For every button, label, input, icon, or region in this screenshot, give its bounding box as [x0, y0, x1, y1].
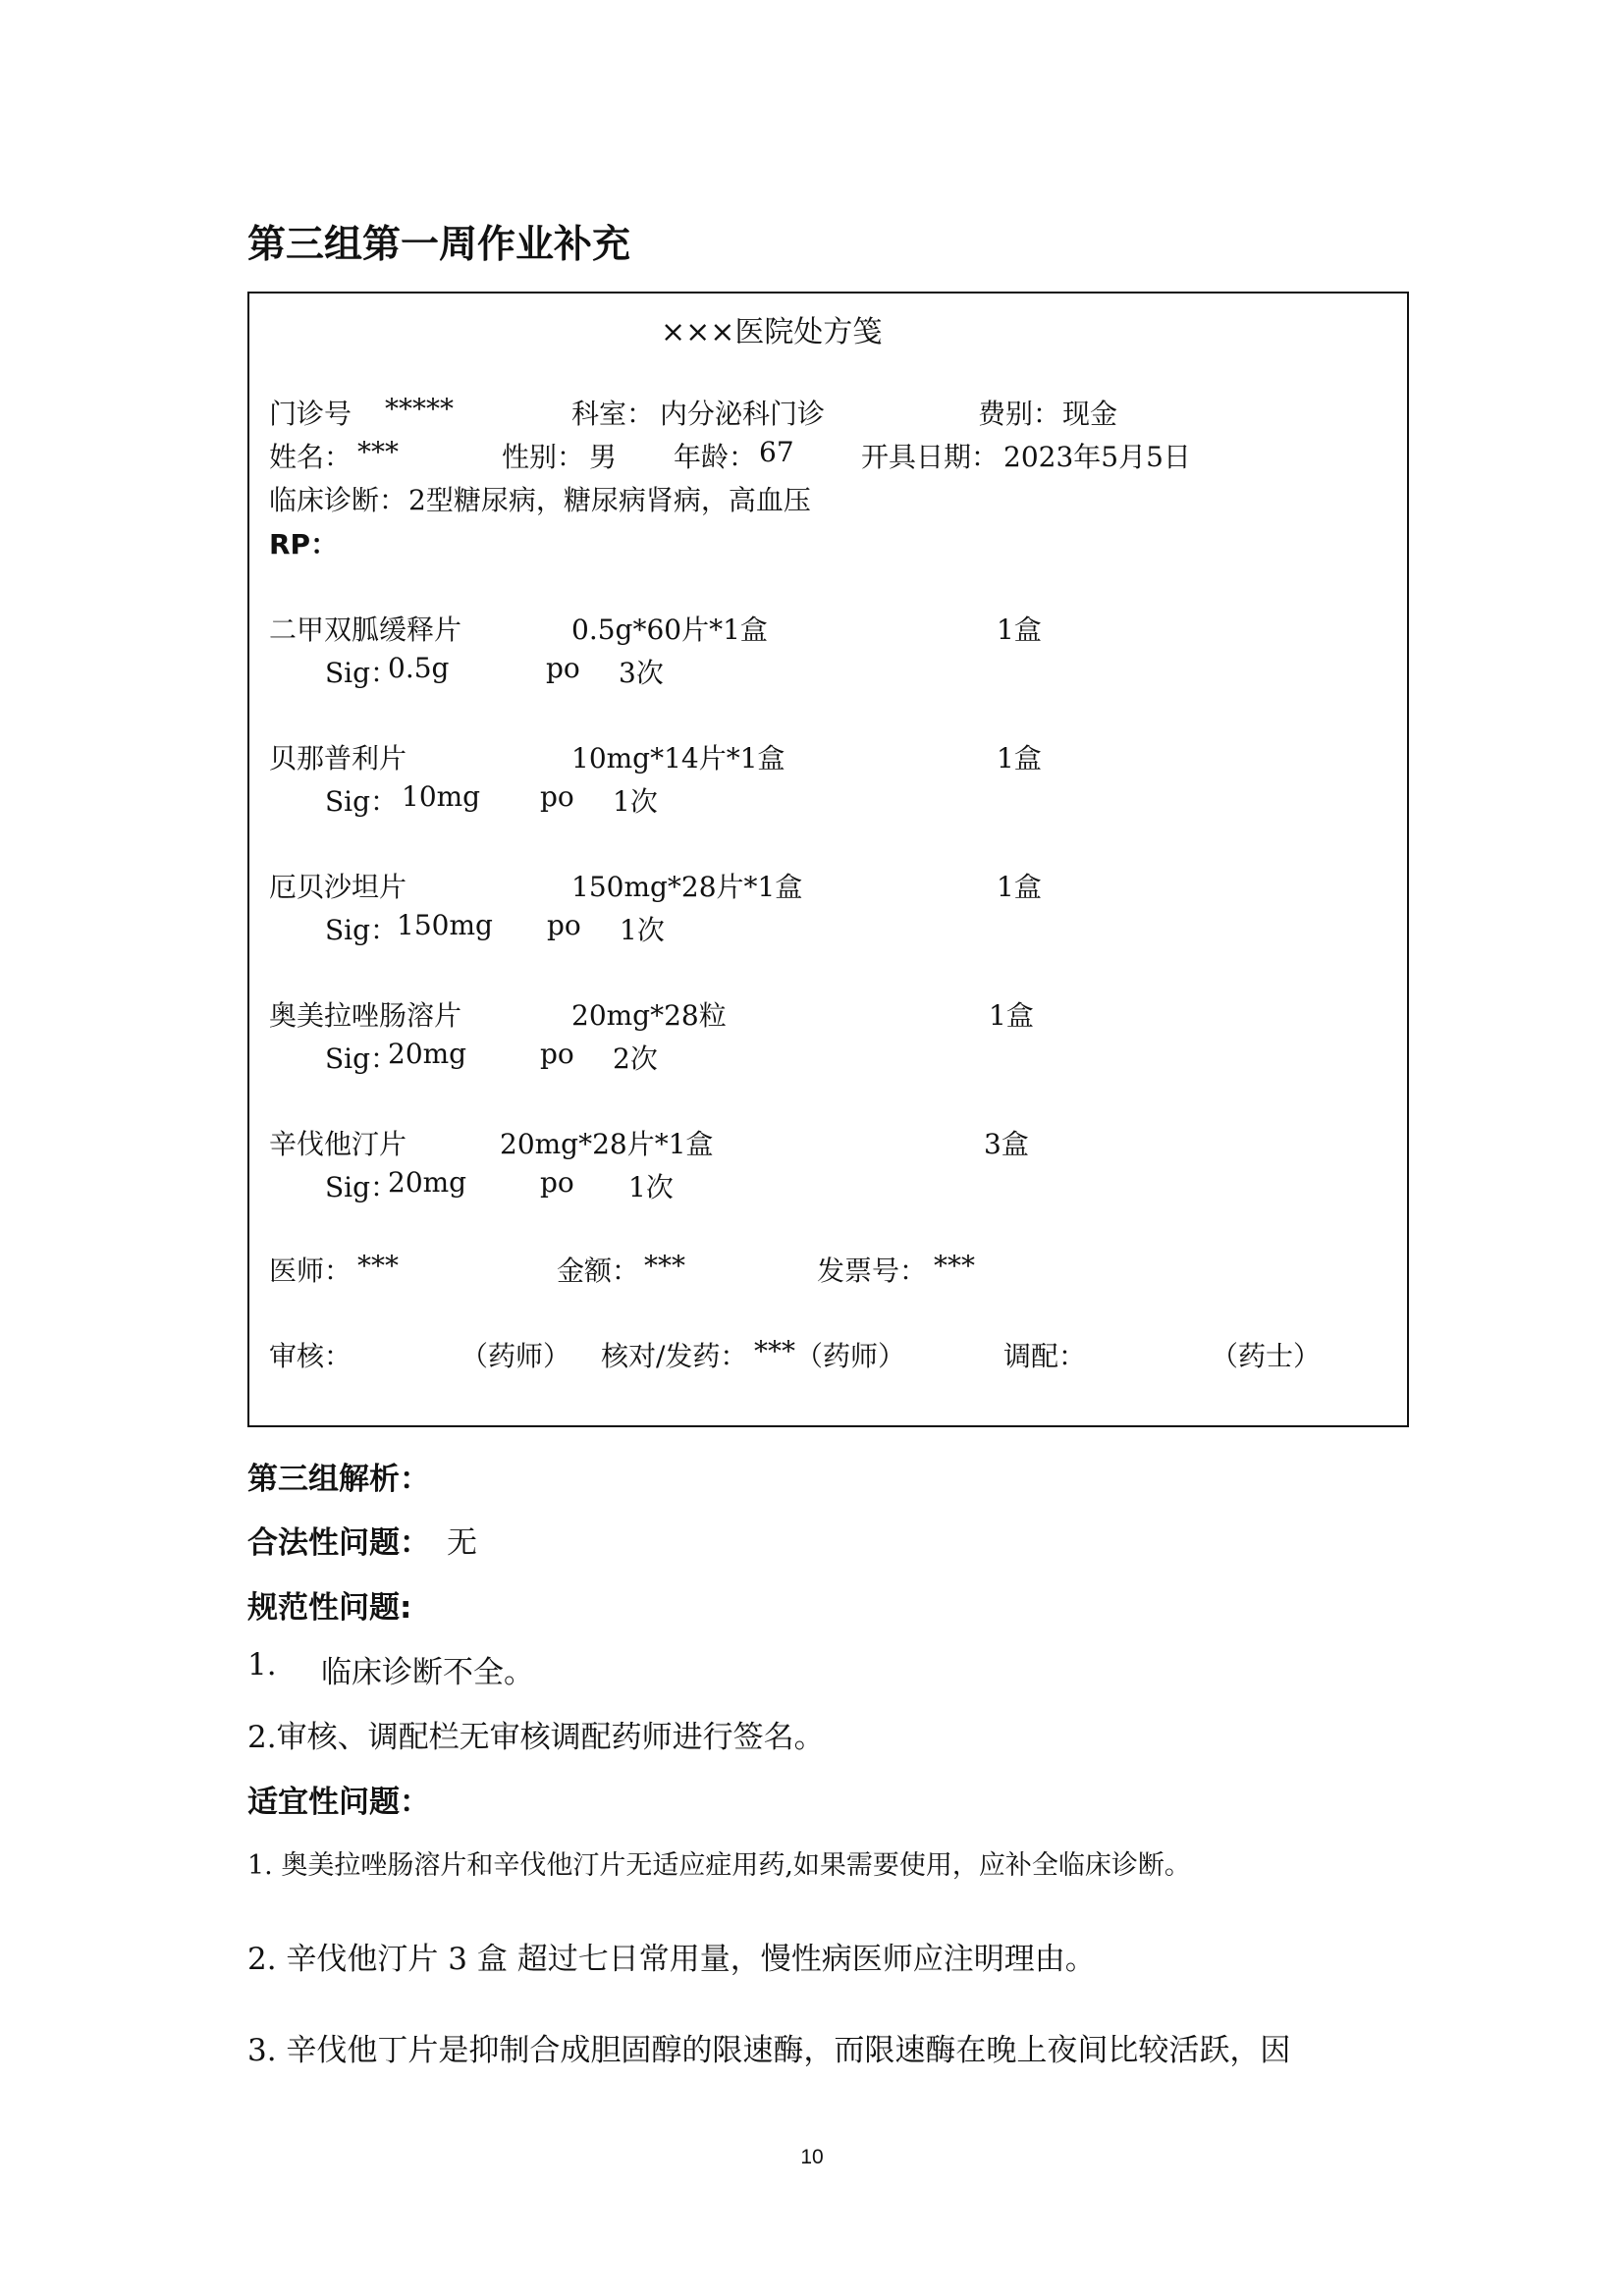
drug-name: 贝那普利片	[269, 742, 407, 774]
sig-dose: 20mg	[388, 1166, 467, 1199]
analysis-heading: 第三组解析：	[247, 1462, 430, 1497]
sig-dose: 0.5g	[388, 652, 450, 684]
sig-frequency: 1次	[628, 1171, 674, 1203]
doctor-value: ***	[357, 1250, 399, 1282]
drug-quantity: 3盒	[984, 1128, 1029, 1160]
review-role: （药师）	[460, 1340, 571, 1372]
check-dispense-value: ***	[754, 1335, 795, 1367]
fee-type-value: 现金	[1062, 398, 1118, 430]
clinic-no-label: 门诊号	[269, 398, 352, 430]
drug-spec: 20mg*28粒	[571, 999, 727, 1032]
check-dispense-label: 核对/发药：	[601, 1340, 748, 1372]
prescription-header: ×××医院处方笺	[661, 315, 883, 349]
suitability-item: 1. 奥美拉唑肠溶片和辛伐他汀片无适应症用药,如果需要使用，应补全临床诊断。	[247, 1850, 1191, 1881]
drug-spec: 0.5g*60片*1盒	[571, 614, 768, 646]
suitability-label: 适宜性问题：	[247, 1785, 430, 1820]
sig-route: po	[546, 652, 580, 684]
amount-value: ***	[644, 1250, 685, 1282]
date-label: 开具日期：	[861, 441, 1000, 473]
sex-value: 男	[589, 441, 618, 473]
page-title: 第三组第一周作业补充	[247, 223, 631, 267]
sig-frequency: 1次	[620, 914, 665, 946]
dispense-role: （药士）	[1211, 1340, 1322, 1372]
standard-item-number: 1.	[247, 1647, 277, 1682]
sig-route: po	[547, 909, 581, 941]
department-value: 内分泌科门诊	[660, 398, 826, 430]
drug-name: 辛伐他汀片	[269, 1128, 407, 1160]
invoice-value: ***	[934, 1250, 975, 1282]
age-value: 67	[759, 436, 794, 468]
doctor-label: 医师：	[269, 1255, 352, 1287]
diagnosis-label: 临床诊断：	[269, 484, 407, 516]
department-label: 科室：	[571, 398, 655, 430]
sig-frequency: 2次	[613, 1042, 658, 1075]
name-value: ***	[357, 436, 399, 468]
sig-route: po	[540, 1166, 574, 1199]
clinic-no-value: *****	[385, 393, 454, 425]
suitability-item: 3. 辛伐他丁片是抑制合成胆固醇的限速酶，而限速酶在晚上夜间比较活跃，因	[247, 2033, 1291, 2068]
page-number: 10	[800, 2146, 824, 2168]
sig-label: Sig：	[325, 1171, 399, 1203]
diagnosis-value: 2型糖尿病，糖尿病肾病，高血压	[408, 484, 811, 516]
legality-value: 无	[447, 1525, 477, 1561]
drug-name: 奥美拉唑肠溶片	[269, 999, 462, 1032]
date-value: 2023年5月5日	[1003, 441, 1191, 473]
drug-quantity: 1盒	[989, 999, 1034, 1032]
age-label: 年龄：	[674, 441, 757, 473]
sig-label: Sig：	[325, 657, 399, 689]
sig-route: po	[540, 780, 574, 813]
sig-dose: 20mg	[388, 1038, 467, 1070]
standard-item: 2.审核、调配栏无审核调配药师进行签名。	[247, 1720, 825, 1755]
fee-type-label: 费别：	[978, 398, 1061, 430]
drug-spec: 10mg*14片*1盒	[571, 742, 785, 774]
legality-label: 合法性问题：	[247, 1525, 430, 1561]
sig-label: Sig：	[325, 785, 399, 818]
sig-route: po	[540, 1038, 574, 1070]
check-dispense-role: （药师）	[795, 1340, 906, 1372]
drug-quantity: 1盒	[997, 742, 1042, 774]
suitability-item: 2. 辛伐他汀片 3 盒 超过七日常用量，慢性病医师应注明理由。	[247, 1942, 1096, 1977]
drug-name: 二甲双胍缓释片	[269, 614, 462, 646]
drug-spec: 20mg*28片*1盒	[500, 1128, 714, 1160]
review-label: 审核：	[269, 1340, 352, 1372]
drug-quantity: 1盒	[997, 871, 1042, 903]
drug-name: 厄贝沙坦片	[269, 871, 407, 903]
sig-dose: 150mg	[397, 909, 493, 941]
rp-label: RP：	[269, 528, 339, 561]
sig-label: Sig：	[325, 1042, 399, 1075]
drug-quantity: 1盒	[997, 614, 1042, 646]
standard-label: 规范性问题:	[247, 1590, 412, 1626]
sig-frequency: 3次	[619, 657, 664, 689]
amount-label: 金额：	[557, 1255, 640, 1287]
sig-frequency: 1次	[613, 785, 658, 818]
dispense-label: 调配：	[1003, 1340, 1087, 1372]
sex-label: 性别：	[502, 441, 585, 473]
standard-item: 临床诊断不全。	[321, 1655, 534, 1690]
invoice-label: 发票号：	[817, 1255, 928, 1287]
name-label: 姓名：	[269, 441, 352, 473]
sig-label: Sig：	[325, 914, 399, 946]
drug-spec: 150mg*28片*1盒	[571, 871, 803, 903]
sig-dose: 10mg	[402, 780, 481, 813]
